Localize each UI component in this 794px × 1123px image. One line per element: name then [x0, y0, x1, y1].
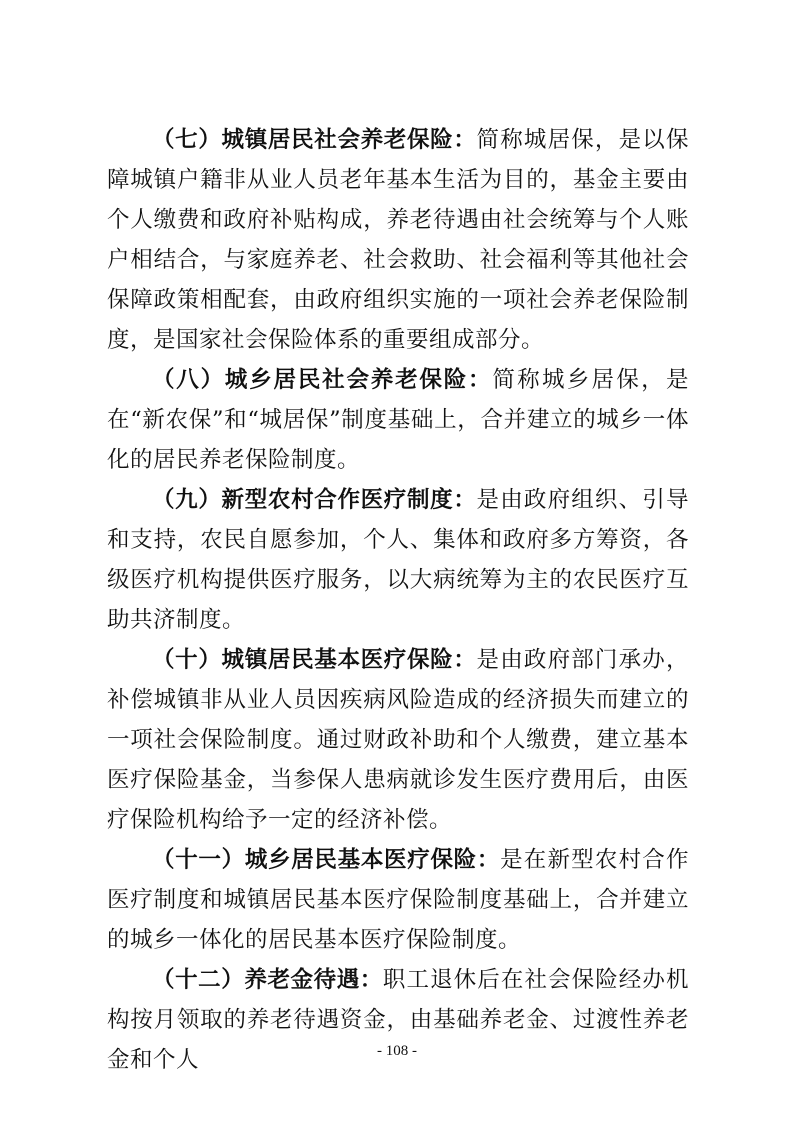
term-definition: 简称城乡居保，是在“新农保”和“城居保”制度基础上，合并建立的城乡一体化的居民养老保险制度。: [107, 367, 689, 473]
paragraph-urban-rural-resident-medical-insurance: [107, 840, 689, 960]
paragraph-new-rural-cooperative-medical: [107, 480, 689, 640]
term-heading: （七）城镇居民社会养老保险：: [152, 127, 477, 153]
paragraph-urban-resident-pension: [107, 120, 689, 360]
term-heading: （十）城镇居民基本医疗保险：: [152, 647, 477, 673]
term-heading: （九）新型农村合作医疗制度：: [152, 487, 477, 513]
term-definition: 是由政府组织、引导和支持，农民自愿参加，个人、集体和政府多方筹资，各级医疗机构提供医疗服务，以大病统筹为主的农民医疗互助共济制度。: [107, 487, 689, 633]
term-heading: （十二）养老金待遇：: [152, 967, 383, 993]
term-definition: 职工退休后在社会保险经办机构按月领取的养老待遇资金，由基础养老金、过渡性养老金和个人: [107, 967, 689, 1073]
term-definition: 是在新型农村合作医疗制度和城镇居民基本医疗保险制度基础上，合并建立的城乡一体化的居民基本医疗保险制度。: [107, 847, 689, 953]
term-definition: 简称城居保，是以保障城镇户籍非从业人员老年基本生活为目的，基金主要由个人缴费和政府补贴构成，养老待遇由社会统筹与个人账户相结合，与家庭养老、社会救助、社会福利等其他社会保障政策相配套，由政府组织实施的一项社会养老保险制度，是国家社会保险体系的重要组成部分。: [107, 127, 689, 353]
paragraph-pension-benefits: [107, 960, 689, 1080]
paragraph-urban-resident-medical-insurance: [107, 640, 689, 840]
term-heading: （十一）城乡居民基本医疗保险：: [152, 847, 501, 873]
page-number: - 108 -: [377, 1043, 417, 1059]
paragraph-urban-rural-resident-pension: [107, 360, 689, 480]
document-page: [107, 120, 689, 1080]
term-definition: 是由政府部门承办，补偿城镇非从业人员因疾病风险造成的经济损失而建立的一项社会保险制度。通过财政补助和个人缴费，建立基本医疗保险基金，当参保人患病就诊发生医疗费用后，由医疗保险机构给予一定的经济补偿。: [107, 647, 689, 833]
term-heading: （八）城乡居民社会养老保险：: [152, 367, 493, 393]
